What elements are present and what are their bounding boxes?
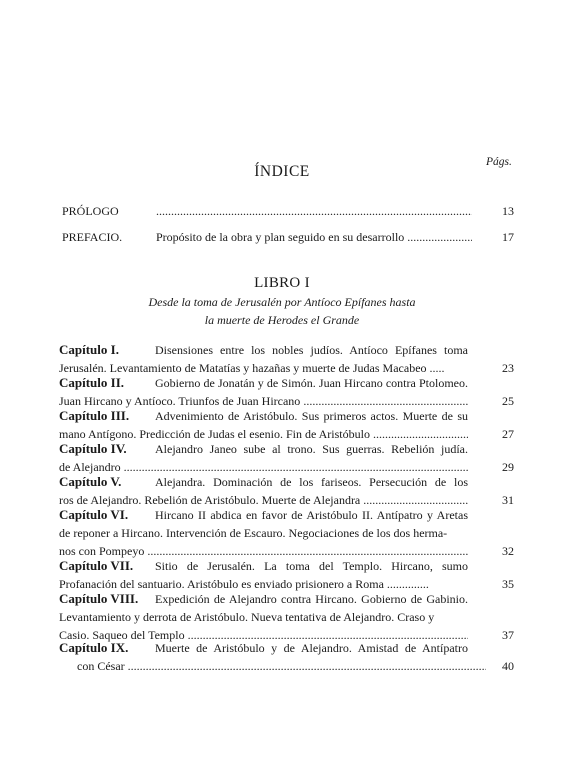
chapter-page-number: 31 [502, 493, 514, 507]
entry-label: PREFACIO. [62, 230, 123, 244]
chapter-entry-3 [59, 407, 514, 443]
entry-text: Propósito de la obra y plan seguido en su desarrollo ..... [156, 230, 472, 245]
chapter-label: Capítulo IV. [59, 441, 127, 456]
chapter-label: Capítulo V. [59, 474, 122, 489]
chapter-entry-8 [59, 590, 514, 644]
chapter-line: Hircano II abdica en favor de Aristóbulo II. Antípatro y Aretas [155, 508, 468, 522]
entry-page-number: 17 [502, 230, 514, 244]
chapter-page-number: 29 [502, 460, 514, 474]
entry-leader [156, 204, 472, 219]
chapter-line: Sitio de Jerusalén. La toma del Templo. Hircano, sumo [155, 559, 468, 573]
chapter-line: Casio. Saqueo del Templo ..... [59, 626, 468, 644]
chapter-page-number: 27 [502, 427, 514, 441]
chapter-line: con César ..... [59, 657, 486, 675]
chapter-line: Jerusalén. Levantamiento de Matatías y hazañas y muerte de Judas Macabeo ..... [59, 361, 445, 375]
chapter-line: Disensiones entre los nobles judíos. Antíoco Epífanes toma [155, 343, 468, 357]
chapter-line: Expedición de Alejandro contra Hircano. Gobierno de Gabinio. [155, 592, 468, 606]
chapter-line: de reponer a Hircano. Intervención de Escauro. Negociaciones de los dos herma- [59, 526, 448, 540]
chapter-entry-2 [59, 374, 514, 410]
chapter-line: Muerte de Aristóbulo y de Alejandro. Amistad de Antípatro [155, 641, 468, 655]
chapter-entry-1 [59, 341, 514, 377]
chapter-page-number: 25 [502, 394, 514, 408]
chapter-line: de Alejandro ..... [59, 458, 468, 476]
entry-page-number: 13 [502, 204, 514, 218]
chapter-page-number: 37 [502, 628, 514, 642]
chapter-line: mano Antígono. Predicción de Judas el esenio. Fin de Aristóbulo ..... [59, 425, 468, 443]
chapter-page-number: 23 [502, 361, 514, 375]
chapter-label: Capítulo VIII. [59, 591, 139, 606]
chapter-line: Alejandra. Dominación de los fariseos. Persecución de los [155, 475, 468, 489]
chapter-label: Capítulo VII. [59, 558, 134, 573]
chapter-label: Capítulo IX. [59, 640, 129, 655]
chapter-entry-5 [59, 473, 514, 509]
chapter-line: Levantamiento y derrota de Aristóbulo. Nueva tentativa de Alejandro. Craso y [59, 610, 435, 624]
chapter-page-number: 35 [502, 577, 514, 591]
chapter-line: Profanación del santuario. Aristóbulo es enviado prisionero a Roma .............. [59, 577, 429, 591]
chapter-label: Capítulo I. [59, 342, 119, 357]
chapter-line: Juan Hircano y Antíoco. Triunfos de Juan Hircano ..... [59, 392, 468, 410]
page-title: ÍNDICE [254, 163, 310, 180]
book-subtitle-line-1: Desde la toma de Jerusalén por Antíoco Epífanes hasta [148, 295, 416, 309]
chapter-line: ros de Alejandro. Rebelión de Aristóbulo. Muerte de Alejandra ..... [59, 491, 468, 509]
chapter-label: Capítulo II. [59, 375, 125, 390]
chapter-page-number: 40 [502, 659, 514, 673]
book-subtitle-line-2: la muerte de Herodes el Grande [204, 313, 360, 327]
book-title: LIBRO I [254, 275, 310, 291]
chapter-entry-4 [59, 440, 514, 476]
chapter-entry-7 [59, 557, 514, 593]
pages-column-label: Págs. [486, 156, 512, 168]
chapter-label: Capítulo III. [59, 408, 130, 423]
chapter-label: Capítulo VI. [59, 507, 129, 522]
chapter-line: Advenimiento de Aristóbulo. Sus primeros actos. Muerte de su [155, 409, 468, 423]
chapter-page-number: 32 [502, 544, 514, 558]
chapter-line: nos con Pompeyo ..... [59, 542, 468, 560]
entry-label: PRÓLOGO [62, 204, 119, 218]
chapter-line: Gobierno de Jonatán y de Simón. Juan Hircano contra Ptolomeo. [155, 376, 468, 390]
chapter-line: Alejandro Janeo sube al trono. Sus guerras. Rebelión judía. [155, 442, 468, 456]
chapter-entry-9 [59, 639, 514, 675]
chapter-entry-6 [59, 506, 514, 560]
